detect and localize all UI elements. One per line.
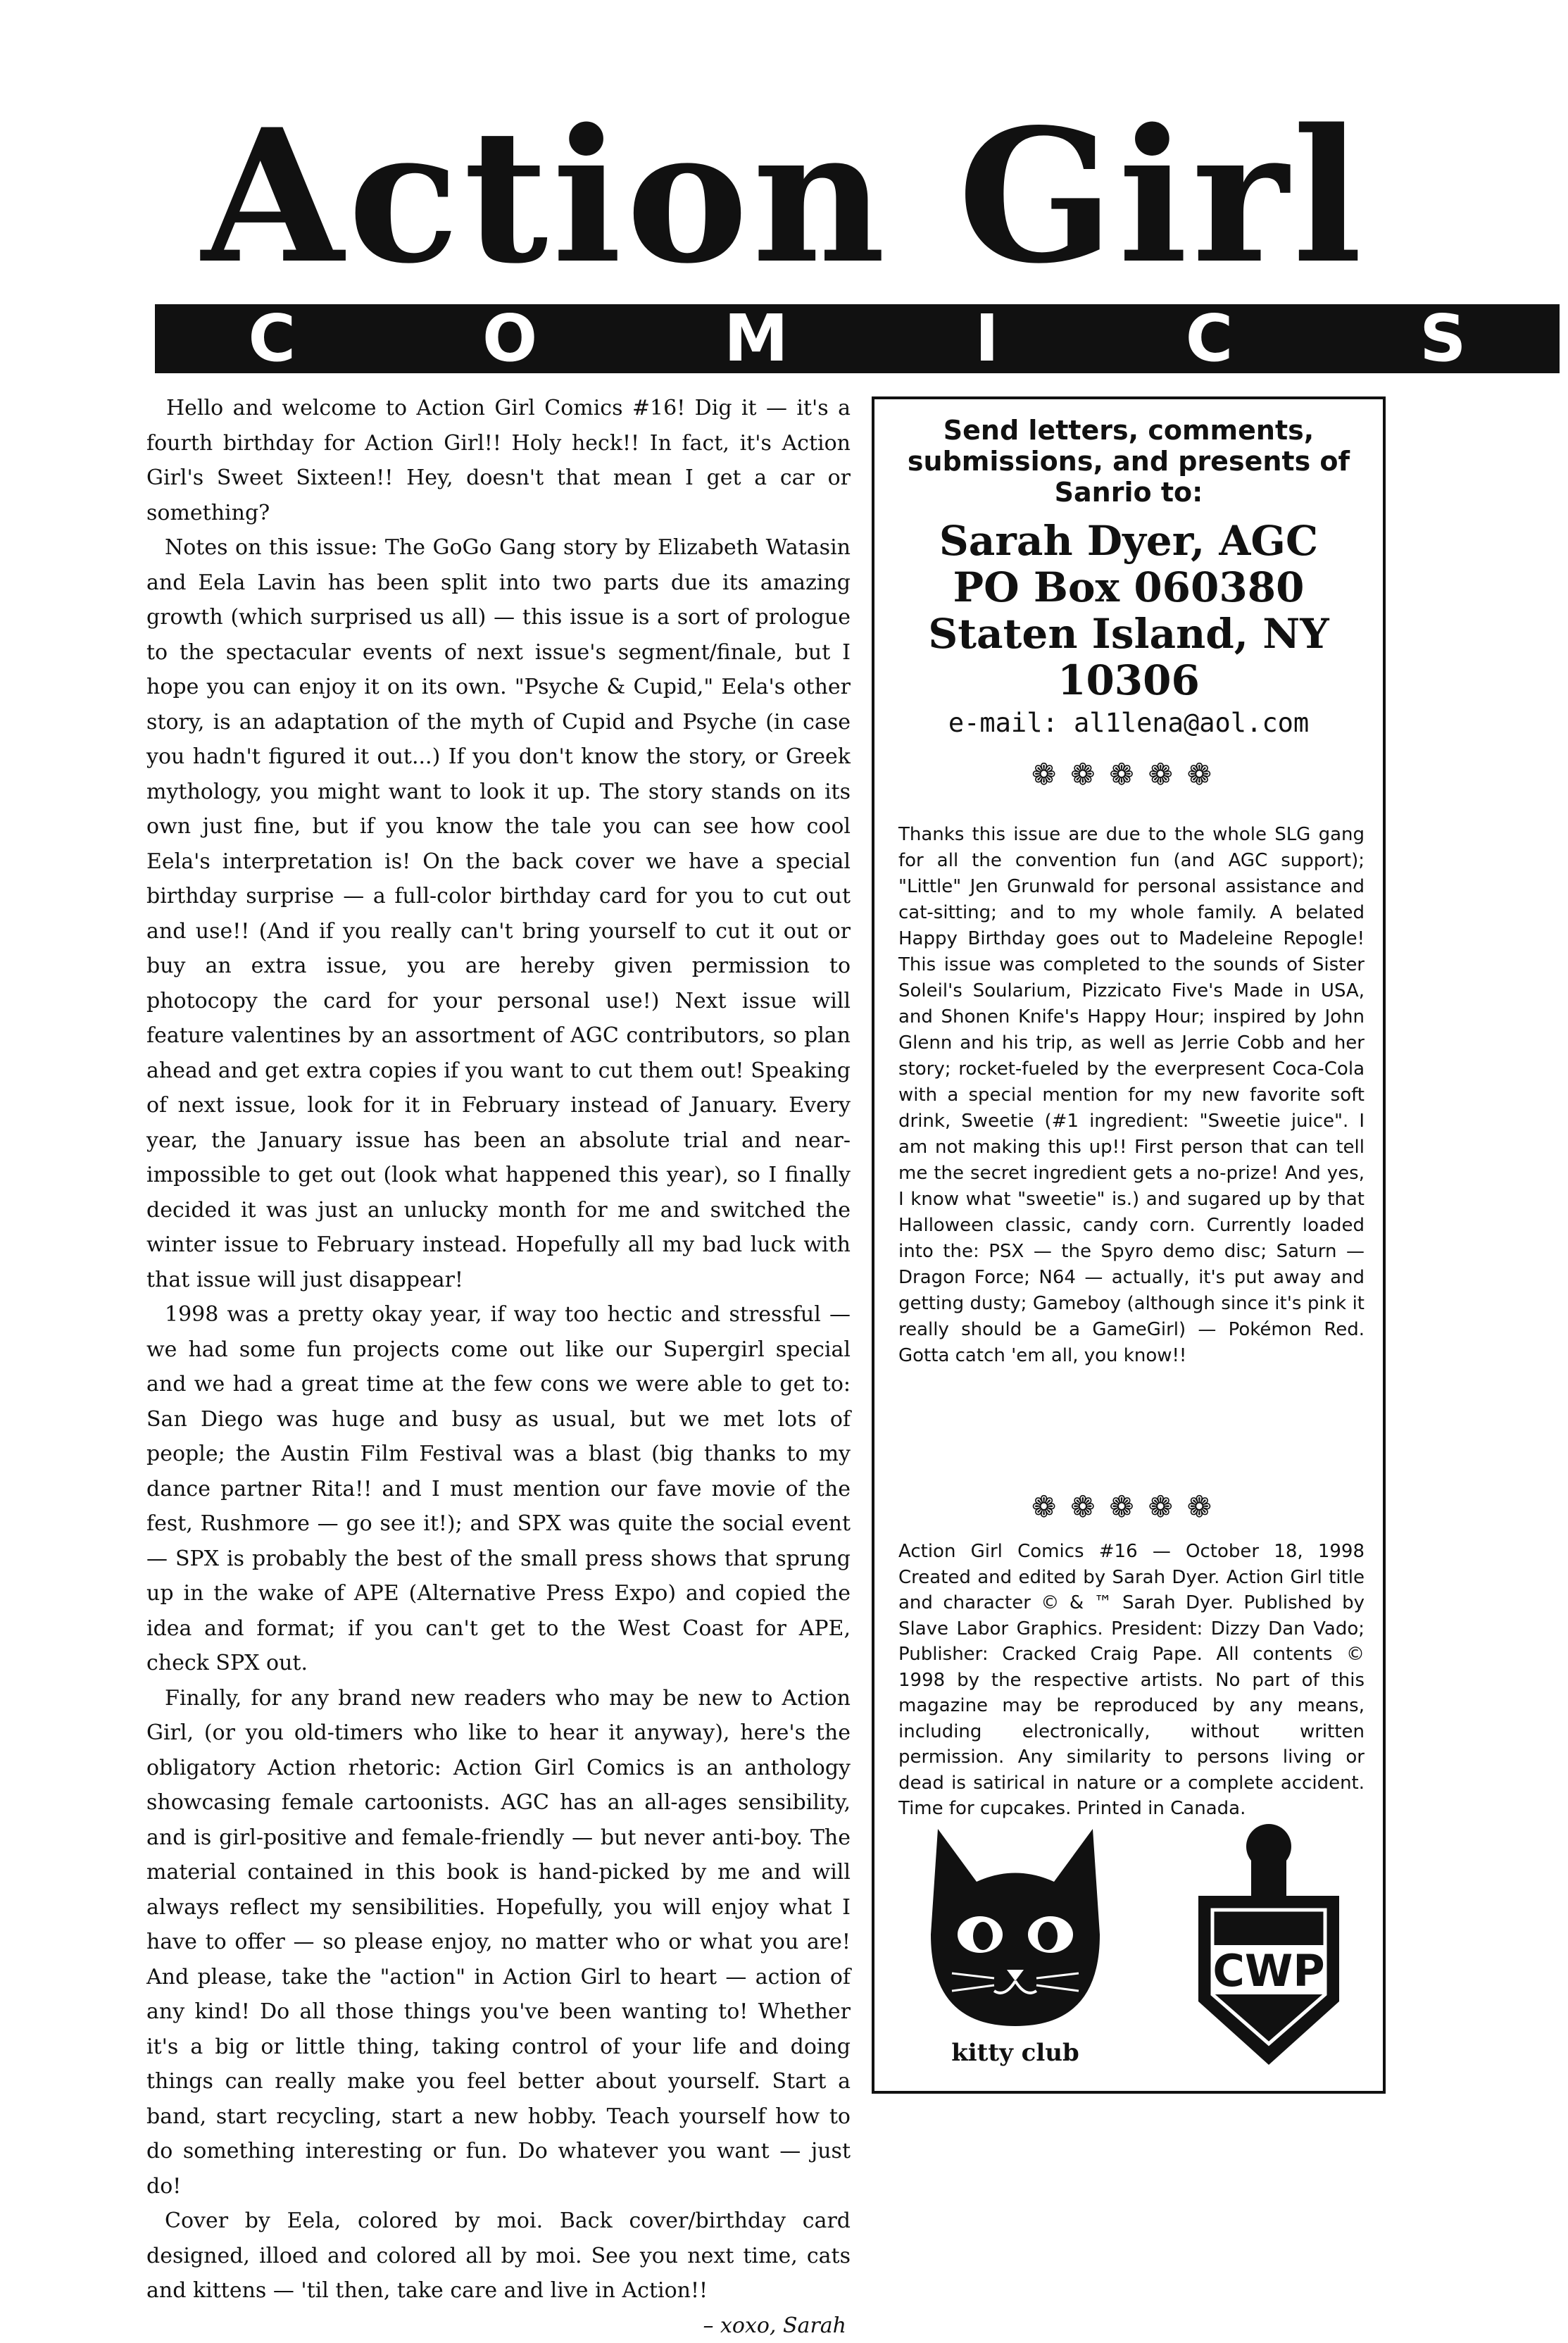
address-line: Staten Island, NY — [874, 611, 1383, 657]
flower-divider-icon: ❁❁❁❁❁ — [874, 757, 1383, 792]
kitty-club-label: kitty club — [910, 2039, 1121, 2067]
cwp-emblem-icon — [1184, 1818, 1353, 2072]
editorial-paragraph: 1998 was a pretty okay year, if way too hectic and stressful — we had some fun projects come out like our Supergirl special and we had a great time at the few cons we were able to get to: San Diego was huge and busy as usual, but we met lots of people; the Austin Film Festival was a blast (big thanks to my dance partner Rita!! and I must mention our fave movie of the fest, Rushmore — go see it!); and SPX was quite the social event — SPX is probably the best of the small press shows that sprung up in the wake of APE (Alternative Press Expo) and copied the idea and format; if you can't get to the West Coast for APE, check SPX out. — [146, 1297, 851, 1681]
masthead-title: Action Girl — [0, 106, 1568, 289]
comics-letter: I — [975, 306, 999, 371]
cat-head-icon — [910, 1815, 1121, 2039]
credits-text: Action Girl Comics #16 — October 18, 1998 Created and edited by Sarah Dyer. Action Girl title and character © & ™ Sarah Dyer. Published by Slave Labor Graphics. President: Dizzy Dan Vado; Publisher: Cracked Craig Pape. All contents © 1998 by the respective artists. No part of this magazine may be reproduced by any means, including electronically, without written permission. Any similarity to persons living or dead is satirical in nature or a complete accident. Time for cupcakes. Printed in Canada. — [898, 1539, 1365, 1822]
flower-divider-icon: ❁❁❁❁❁ — [874, 1489, 1383, 1525]
editorial-paragraph: Notes on this issue: The GoGo Gang story by Elizabeth Watasin and Eela Lavin has been split into two parts due its amazing growth (which surprised us all) — this issue is a sort of prologue to the spectacular events of next issue's segment/finale, but I hope you can enjoy it on its own. "Psyche & Cupid," Eela's other story, is an adaptation of the myth of Cupid and Psyche (in case you hadn't figured it out...) If you don't know the story, or Greek mythology, you might want to look it up. The story stands on its own just fine, but if you know the tale you can see how cool Eela's interpretation is! On the back cover we have a special birthday surprise — a full-color birthday card for you to cut out and use!! (And if you really can't bring yourself to cut it out or buy an extra issue, you are hereby given permission to photocopy the card for your personal use!) Next issue will feature valentines by an assortment of AGC contributors, so plan ahead and get extra copies if you want to cut them out! Speaking of next issue, look for it in February instead of January. Every year, the January issue has been an absolute trial and near-impossible to get out (look what happened this year), so I finally decided it was just an unlucky month for me and switched the winter issue to February instead. Hopefully all my bad luck with that issue will just disappear! — [146, 530, 851, 1297]
address-line: PO Box 060380 — [874, 564, 1383, 611]
email-address: e-mail: al1lena@aol.com — [874, 708, 1383, 739]
editorial-signoff: – xoxo, Sarah — [146, 2308, 851, 2343]
comics-letter: C — [248, 306, 296, 371]
send-heading: Send letters, comments, submissions, and presents of Sanrio to: — [874, 415, 1383, 508]
comics-letter: M — [724, 306, 789, 371]
editorial-paragraph: Cover by Eela, colored by moi. Back cover/birthday card designed, illoed and colored all by moi. See you next time, cats and kittens — 'til then, take care and live in Action!! — [146, 2204, 851, 2308]
comics-letter: S — [1419, 306, 1466, 371]
thanks-text: Thanks this issue are due to the whole SLG gang for all the convention fun (and AGC support); "Little" Jen Grunwald for personal assistance and cat-sitting; and to my whole family. A belated Happy Birthday goes out to Madeleine Repogle! This issue was completed to the sounds of Sister Soleil's Soularium, Pizzicato Five's Made in USA, and Shonen Knife's Happy Hour; inspired by John Glenn and his trip, as well as Jerrie Cobb and her story; rocket-fueled by the everpresent Coca-Cola with a special mention for my new favorite soft drink, Sweetie (#1 ingredient: "Sweetie juice". I am not making this up!! First person that can tell me the secret ingredient gets a no-prize! And yes, I know what "sweetie" is.) and sugared up by that Halloween classic, candy corn. Currently loaded into the: PSX — the Spyro demo disc; Saturn — Dragon Force; N64 — actually, it's put away and getting dusty; Gameboy (although since it's pink it really should be a GameGirl) — Pokémon Red. Gotta catch 'em all, you know!! — [898, 822, 1365, 1369]
comics-banner — [155, 304, 1560, 373]
info-sidebar — [872, 396, 1386, 2094]
comics-letter: O — [482, 306, 537, 371]
cwp-label: CWP — [1212, 1945, 1324, 1997]
address-line: 10306 — [874, 657, 1383, 704]
comics-letter: C — [1186, 306, 1234, 371]
editorial-paragraph: Finally, for any brand new readers who may be new to Action Girl, (or you old-timers who like to hear it anyway), here's the obligatory Action rhetoric: Action Girl Comics is an anthology showcasing female cartoonists. AGC has an all-ages sensibility, and is girl-positive and female-friendly — but never anti-boy. The material contained in this book is hand-picked by me and will always reflect my sensibilities. Hopefully, you will enjoy what I have to offer — so please enjoy, no matter who or what you are! And please, take the "action" in Action Girl to heart — action of any kind! Do all those things you've been wanting to! Whether it's a big or little thing, taking control of your life and doing things can really make you feel better about yourself. Start a band, start recycling, start a new hobby. Teach yourself how to do something interesting or fun. Do whatever you want — just do! — [146, 1681, 851, 2204]
kitty-club-logo — [910, 1815, 1121, 2075]
address-line: Sarah Dyer, AGC — [874, 518, 1383, 564]
editorial-paragraph: Hello and welcome to Action Girl Comics #16! Dig it — it's a fourth birthday for Action Girl!! Holy heck!! In fact, it's Action Girl's Sweet Sixteen!! Hey, doesn't that mean I get a car or something? — [146, 391, 851, 530]
mailing-address — [874, 518, 1383, 704]
editorial-column — [146, 391, 851, 2102]
cwp-logo — [1184, 1818, 1353, 2072]
